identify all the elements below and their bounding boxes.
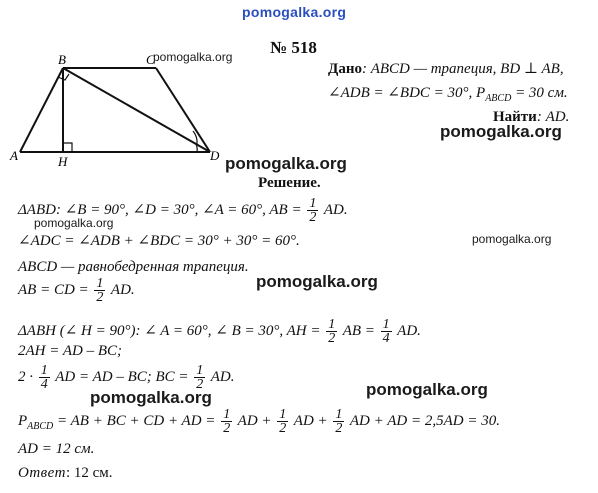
- side-cd: [156, 68, 210, 152]
- line5-text-a: ΔABH (∠ H = 90°): ∠ A = 60°, ∠ B = 30°, AH =: [18, 322, 321, 339]
- right-angle-h: [63, 143, 72, 152]
- watermark-7: pomogalka.org: [366, 380, 488, 399]
- solution-line-2: ∠ADC = ∠ADB + ∠BDC = 30° + 30° = 60°.: [18, 233, 300, 249]
- answer-label: Ответ: [18, 465, 66, 481]
- watermark-figure: pomogalka.org: [153, 50, 233, 64]
- given-end: = 30 см.: [511, 85, 568, 101]
- line1-text-a: ΔABD: ∠B = 90°, ∠D = 30°, ∠A = 60°, AB =: [18, 201, 302, 218]
- line8-text-d: AD +: [293, 412, 328, 429]
- fraction-half-1: $\frac{1}{2}$: [309, 196, 317, 225]
- fraction-half-2: $\frac{1}{2}$: [96, 276, 104, 305]
- diagonal-bd: [63, 68, 210, 152]
- label-b: B: [58, 52, 66, 67]
- trapezoid-figure: [0, 0, 260, 180]
- line8-text-a: P: [18, 412, 28, 429]
- watermark-8: pomogalka.org: [90, 388, 212, 407]
- given-label: Дано: [328, 61, 362, 77]
- solution-line-8: [18, 408, 500, 436]
- fraction-half-3: $\frac{1}{2}$: [328, 317, 336, 346]
- fraction-quarter-1: $\frac{1}{4}$: [382, 317, 390, 346]
- line5-text-b: AB =: [342, 322, 375, 339]
- line8-subscript: ABCD: [27, 420, 54, 432]
- fraction-half-6: $\frac{1}{2}$: [279, 407, 287, 436]
- given-line-2: [328, 84, 568, 108]
- label-c: C: [146, 52, 155, 67]
- solution-line-6: 2AH = AD – BC;: [18, 343, 123, 359]
- angle-arc-d1: [196, 144, 197, 152]
- given-subscript: ABCD: [485, 93, 512, 104]
- solution-line-9: AD = 12 см.: [18, 441, 95, 457]
- label-h: H: [58, 154, 68, 169]
- fraction-half-5: $\frac{1}{2}$: [223, 407, 231, 436]
- find-text: : AD.: [536, 109, 570, 125]
- line8-text-c: AD +: [237, 412, 272, 429]
- line5-text-c: AD.: [397, 322, 421, 339]
- fraction-half-4: $\frac{1}{2}$: [196, 363, 204, 392]
- solution-heading: Решение.: [258, 175, 321, 191]
- watermark-2: pomogalka.org: [440, 122, 562, 141]
- line4-text-a: AB = CD =: [18, 281, 89, 298]
- line7-text-b: AD = AD – BC; BC =: [55, 368, 189, 385]
- given-line2-text: ∠ADB = ∠BDC = 30°, P: [328, 85, 486, 101]
- line7-text-a: 2 ·: [18, 368, 33, 385]
- solution-line-7: [18, 364, 235, 391]
- problem-number: № 518: [270, 38, 317, 57]
- line7-text-c: AD.: [210, 368, 235, 385]
- given-line-1: [328, 60, 564, 78]
- label-a: A: [10, 148, 18, 163]
- line8-text-e: AD + AD = 2,5AD = 30.: [349, 412, 500, 429]
- watermark-3: pomogalka.org: [225, 154, 347, 173]
- given-text: : ABCD — трапеция, BD ⊥ AB,: [361, 61, 564, 77]
- find-label: Найти: [493, 109, 537, 125]
- answer-line: [18, 464, 113, 482]
- watermark-top: pomogalka.org: [242, 4, 347, 20]
- side-ab: [20, 68, 63, 152]
- watermark-5: pomogalka.org: [472, 232, 552, 246]
- fraction-quarter-2: $\frac{1}{4}$: [40, 363, 48, 392]
- label-d: D: [210, 148, 220, 163]
- solution-line-3: ABCD — равнобедренная трапеция.: [18, 259, 249, 275]
- solution-line-4: [18, 277, 135, 304]
- line4-text-b: AD.: [110, 281, 135, 298]
- line8-text-b: = AB + BC + CD + AD =: [53, 412, 216, 429]
- line1-text-b: AD.: [323, 201, 348, 218]
- solution-line-5: [18, 318, 421, 345]
- watermark-4: pomogalka.org: [34, 216, 114, 230]
- watermark-6: pomogalka.org: [256, 272, 378, 291]
- answer-text: : 12 см.: [65, 465, 113, 481]
- fraction-half-7: $\frac{1}{2}$: [335, 407, 343, 436]
